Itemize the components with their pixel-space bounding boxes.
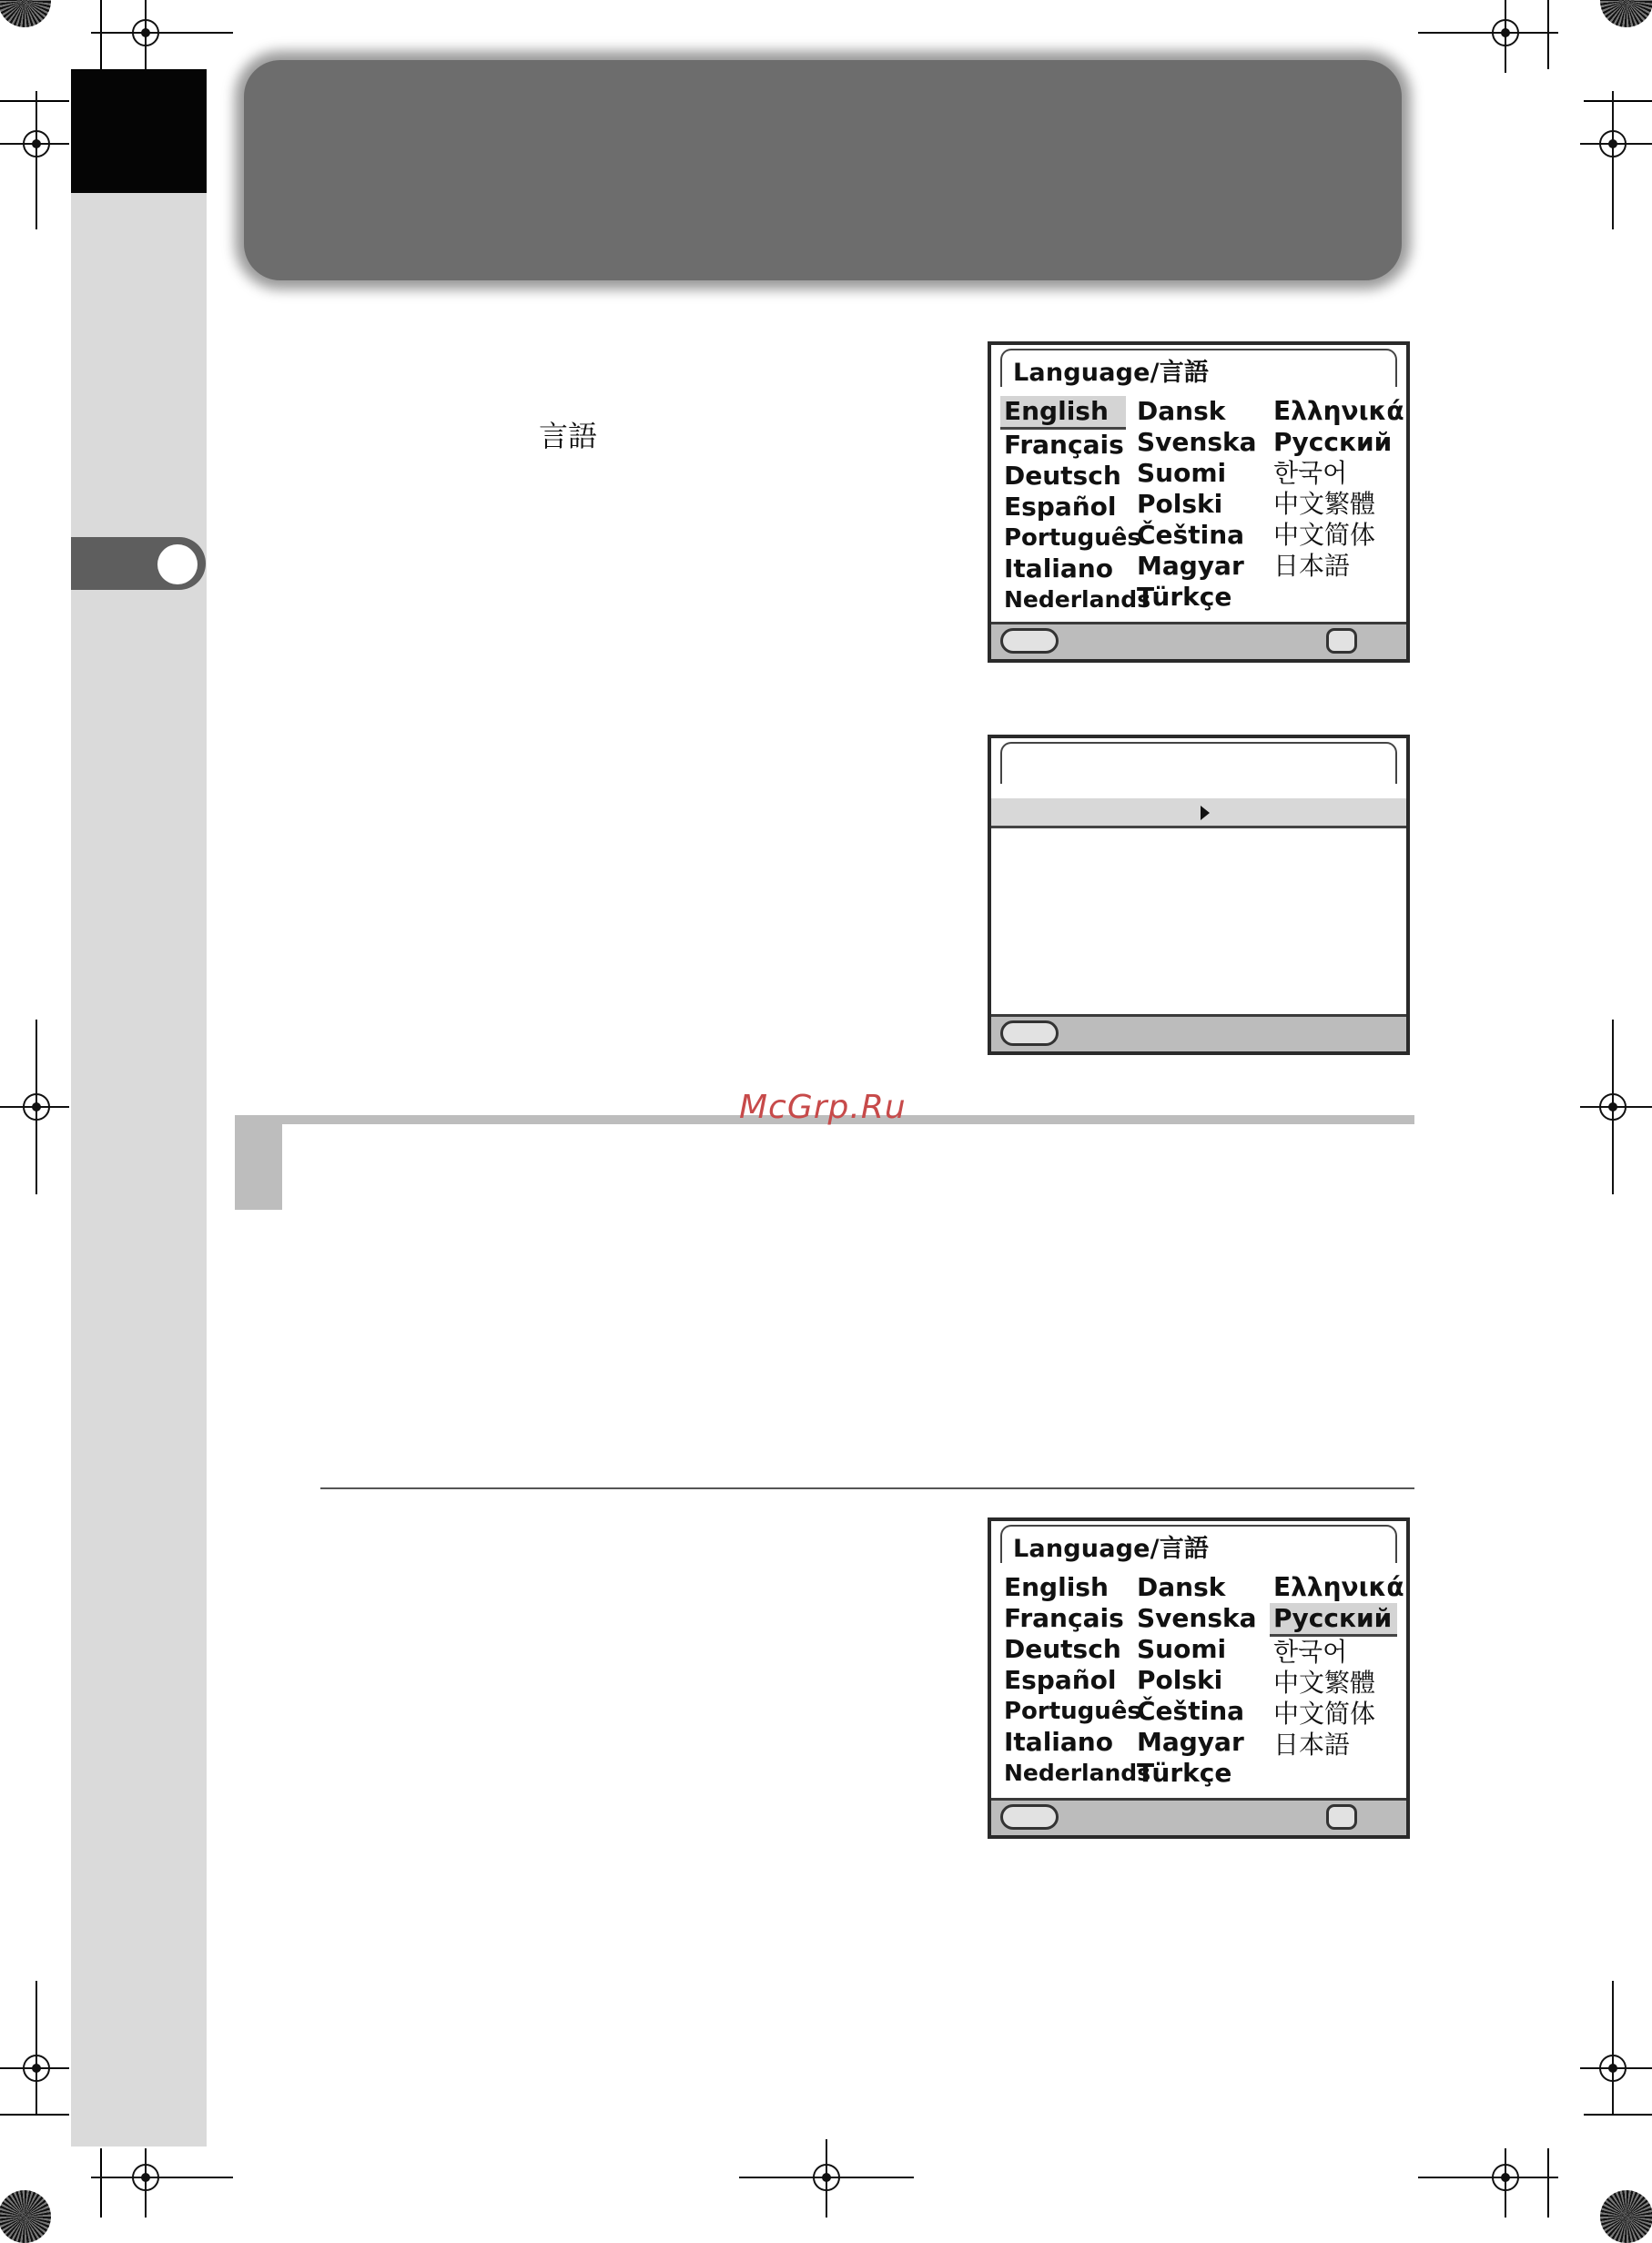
language-option[interactable]: Suomi — [1137, 458, 1227, 488]
screen-title: Language/言語 — [1013, 1535, 1210, 1563]
language-option[interactable]: Ελληνικά — [1273, 396, 1404, 426]
settings-screen — [988, 735, 1410, 1055]
chapter-number-badge — [157, 544, 198, 584]
menu-button-icon — [1000, 1020, 1059, 1046]
language-option[interactable]: English — [1004, 1572, 1109, 1602]
language-option[interactable]: 日本語 — [1273, 551, 1351, 581]
language-screen-1 — [988, 341, 1410, 663]
language-option[interactable]: Polski — [1137, 1665, 1223, 1695]
language-option[interactable]: Português — [1004, 524, 1141, 552]
language-option[interactable]: Ελληνικά — [1273, 1572, 1404, 1602]
language-column-2 — [1137, 1572, 1257, 1789]
screen-footer — [991, 1798, 1406, 1835]
language-option[interactable]: Português — [1004, 1698, 1141, 1725]
language-option[interactable]: Español — [1004, 492, 1117, 522]
language-option[interactable]: Nederlands — [1004, 1760, 1151, 1786]
language-option[interactable]: Polski — [1137, 489, 1223, 519]
language-option[interactable]: Русский — [1273, 427, 1393, 457]
ok-button-icon — [1326, 628, 1357, 654]
language-option[interactable]: Svenska — [1137, 427, 1257, 457]
language-option[interactable]: 中文繁體 — [1273, 489, 1376, 519]
ok-button-icon — [1326, 1804, 1357, 1830]
registration-mark-icon — [91, 2148, 233, 2218]
language-option[interactable]: Español — [1004, 1665, 1117, 1695]
menu-button-icon — [1000, 1804, 1059, 1830]
screen-footer — [991, 622, 1406, 659]
screen-title: Language/言語 — [1013, 359, 1210, 387]
language-option[interactable]: 한국어 — [1273, 458, 1348, 488]
language-column-3 — [1273, 396, 1404, 582]
language-option[interactable]: Čeština — [1137, 1696, 1245, 1726]
selected-menu-row[interactable] — [991, 798, 1406, 828]
language-option[interactable]: Türkçe — [1137, 582, 1232, 612]
language-option[interactable]: Nederlands — [1004, 586, 1151, 613]
language-column-2 — [1137, 396, 1257, 613]
section-header-block — [235, 1115, 282, 1210]
language-option[interactable]: English — [1000, 396, 1126, 430]
language-option[interactable]: Italiano — [1004, 1727, 1113, 1757]
watermark: McGrp.Ru — [739, 1089, 907, 1126]
language-option[interactable]: Deutsch — [1004, 1634, 1121, 1664]
registration-mark-icon — [0, 1981, 69, 2114]
language-option[interactable]: 日本語 — [1273, 1730, 1351, 1760]
language-option[interactable]: 한국어 — [1273, 1637, 1348, 1667]
language-column-3 — [1273, 1572, 1404, 1761]
language-option[interactable]: Dansk — [1137, 1572, 1226, 1602]
registration-mark-icon — [1418, 2148, 1558, 2218]
language-option[interactable]: Français — [1004, 430, 1124, 460]
language-option[interactable]: Français — [1004, 1603, 1124, 1633]
language-option[interactable]: Italiano — [1004, 553, 1113, 584]
language-screen-2 — [988, 1517, 1410, 1839]
menu-button-icon — [1000, 628, 1059, 654]
registration-mark-icon — [91, 0, 233, 73]
language-column-1 — [1004, 396, 1150, 615]
language-option[interactable]: Svenska — [1137, 1603, 1257, 1633]
language-option[interactable]: Türkçe — [1137, 1758, 1232, 1788]
language-option[interactable]: 中文简体 — [1273, 1699, 1376, 1729]
language-option[interactable]: 中文简体 — [1273, 520, 1376, 550]
language-option[interactable]: Dansk — [1137, 396, 1226, 426]
language-option[interactable]: Русский — [1270, 1603, 1397, 1637]
menu-item-label: 言語 — [539, 419, 598, 453]
screen-footer — [991, 1014, 1406, 1051]
language-column-1 — [1004, 1572, 1150, 1789]
divider — [320, 1487, 1414, 1489]
page-title-banner — [244, 60, 1402, 280]
language-option[interactable]: 中文繁體 — [1273, 1668, 1376, 1698]
registration-mark-icon — [1580, 91, 1652, 229]
language-option[interactable]: Deutsch — [1004, 461, 1121, 491]
language-option[interactable]: Čeština — [1137, 520, 1245, 550]
language-option[interactable]: Magyar — [1137, 1727, 1244, 1757]
language-option[interactable]: Suomi — [1137, 1634, 1227, 1664]
registration-mark-icon — [1418, 0, 1558, 73]
chapter-sidebar — [71, 69, 207, 2147]
registration-mark-icon — [1580, 1981, 1652, 2114]
screen-title-tab — [1000, 742, 1397, 784]
chapter-sidebar-header — [71, 69, 207, 193]
arrow-right-icon — [1201, 806, 1210, 820]
language-option[interactable]: Magyar — [1137, 551, 1244, 581]
registration-mark-icon — [0, 91, 69, 229]
